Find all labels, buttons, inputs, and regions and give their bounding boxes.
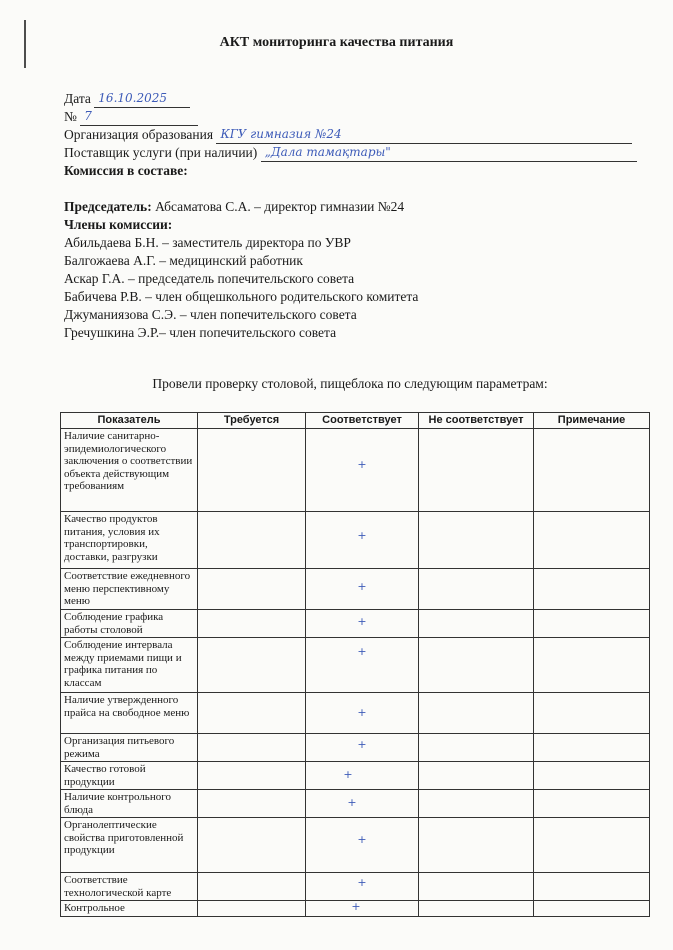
field-supplier	[64, 144, 637, 162]
member-6: Гречушкина Э.Р.– член попечительского совета	[64, 325, 337, 340]
member-3: Аскар Г.А. – председатель попечительского совета	[64, 271, 355, 286]
field-date-label: Дата	[64, 91, 91, 106]
row-indicator: Контрольное	[61, 901, 198, 917]
header-required: Требуется	[198, 413, 306, 429]
header-complies: Соответствует	[306, 413, 419, 429]
field-supplier-label: Поставщик услуги (при наличии)	[64, 145, 258, 160]
commission-heading: Комиссия в составе:	[64, 163, 188, 178]
table-row	[61, 512, 650, 569]
chairman-text: Абсаматова С.А. – директор гимназии №24	[151, 199, 405, 214]
complies-mark: +	[357, 529, 367, 542]
table-row	[61, 569, 650, 610]
member-5: Джуманиязова С.Э. – член попечительского совета	[64, 307, 357, 322]
field-date	[64, 90, 190, 108]
complies-mark: +	[357, 458, 367, 471]
member-4: Бабичева Р.В. – член общешкольного родительского комитета	[64, 289, 419, 304]
header-note: Примечание	[534, 413, 650, 429]
complies-mark: +	[351, 900, 361, 913]
complies-mark: +	[357, 580, 367, 593]
complies-mark: +	[357, 833, 367, 846]
table-row	[61, 610, 650, 638]
chairman-line	[64, 198, 404, 216]
field-organization-label: Организация образования	[64, 127, 214, 142]
row-indicator: Соответствие технологической карте	[61, 873, 198, 901]
header-indicator: Показатель	[61, 413, 198, 429]
table-row	[61, 734, 650, 762]
row-indicator: Соблюдение графика работы столовой	[61, 610, 198, 638]
document-title: АКТ мониторинга качества питания	[219, 35, 454, 50]
table-row	[61, 818, 650, 873]
table-row	[61, 638, 650, 693]
complies-mark: +	[347, 796, 357, 809]
header-not-complies: Не соответствует	[419, 413, 534, 429]
complies-mark: +	[357, 706, 367, 719]
field-number-label: №	[64, 109, 77, 124]
table-header-row	[61, 413, 650, 429]
complies-mark: +	[357, 645, 367, 658]
member-1: Абильдаева Б.Н. – заместитель директора по УВР	[64, 235, 351, 250]
table-row	[61, 693, 650, 734]
table-row	[61, 429, 650, 512]
row-indicator: Наличие контрольного блюда	[61, 790, 198, 818]
field-organization	[64, 126, 632, 144]
field-supplier-value: „Дала тамақтары"	[264, 145, 391, 159]
table-row	[61, 790, 650, 818]
field-organization-value: КГУ гимназия №24	[220, 127, 342, 141]
field-number-value: 7	[84, 109, 92, 123]
row-indicator: Соответствие ежедневного меню перспективному меню	[61, 569, 198, 610]
field-date-value: 16.10.2025	[98, 91, 168, 105]
members-heading: Члены комиссии:	[64, 217, 173, 232]
row-indicator: Организация питьевого режима	[61, 734, 198, 762]
parameters-table	[60, 412, 650, 917]
chairman-label: Председатель:	[64, 199, 152, 214]
row-indicator: Наличие санитарно-эпидемиологического заключения о соответствии объекта действующим требованиям	[61, 429, 198, 512]
row-indicator: Органолептические свойства приготовленной продукции	[61, 818, 198, 873]
complies-mark: +	[357, 738, 367, 751]
member-2: Балгожаева А.Г. – медицинский работник	[64, 253, 303, 268]
check-intro: Провели проверку столовой, пищеблока по следующим параметрам:	[152, 376, 548, 391]
complies-mark: +	[357, 615, 367, 628]
table-row	[61, 873, 650, 901]
row-indicator: Наличие утвержденного прайса на свободное меню	[61, 693, 198, 734]
row-indicator: Качество продуктов питания, условия их транспортировки, доставки, разгрузки	[61, 512, 198, 569]
table-row	[61, 901, 650, 917]
row-indicator: Соблюдение интервала между приемами пищи и графика питания по классам	[61, 638, 198, 693]
field-number	[64, 108, 198, 126]
complies-mark: +	[357, 876, 367, 889]
complies-mark: +	[343, 768, 353, 781]
row-indicator: Качество готовой продукции	[61, 762, 198, 790]
table-row	[61, 762, 650, 790]
